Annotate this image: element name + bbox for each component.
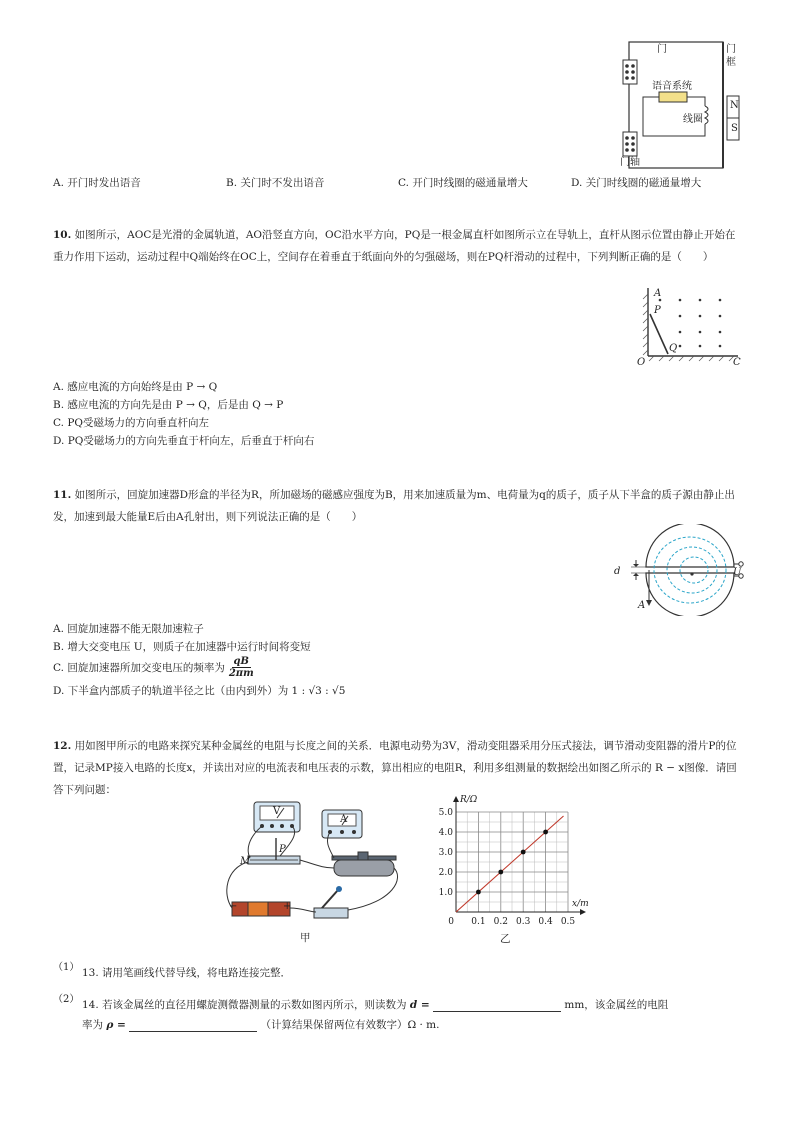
q12-sub1-marker: （1）	[53, 962, 80, 973]
y-tick-label: 3.0	[438, 848, 453, 858]
y-tick-label: 4.0	[438, 828, 453, 838]
voice-system-label: 语音系统	[652, 81, 692, 92]
x-tick-label: 0.4	[538, 917, 553, 927]
q12-sub2-rho-symbol: ρ =	[106, 1019, 126, 1031]
q12-number: 12.	[53, 740, 72, 752]
q9-option-c[interactable]: C. 开门时线圈的磁通量增大	[398, 177, 528, 189]
x-axis-label: x/m	[572, 899, 589, 909]
frequency-denominator: 2πm	[228, 668, 254, 679]
q11-option-a[interactable]: A. 回旋加速器不能无限加速粒子	[53, 623, 204, 635]
q10-option-b[interactable]: B. 感应电流的方向先是由 P → Q，后是由 Q → P	[53, 399, 284, 411]
fig-b-caption: 乙	[500, 933, 511, 945]
q11-option-d[interactable]: D. 下半盒内部质子的轨道半径之比（由内到外）为 1 : √3 : √5	[53, 685, 346, 697]
diameter-answer-blank[interactable]	[433, 999, 561, 1012]
y-tick-label: 5.0	[438, 808, 453, 818]
x-axis-arrow	[580, 909, 586, 915]
q11-option-c[interactable]	[53, 656, 254, 679]
q12-sub2-line2	[82, 1018, 439, 1032]
q10-number: 10.	[53, 229, 72, 241]
q10-stem	[53, 224, 743, 268]
fig-a-label-a: A	[340, 814, 348, 825]
fig-a-label-minus: −	[229, 901, 238, 912]
q12-stem	[53, 735, 743, 801]
x-tick-label: 0.3	[516, 917, 531, 927]
coil-label: 线圈	[683, 114, 703, 125]
q10-text: 如图所示，AOC是光滑的金属轨道，AO沿竖直方向，OC沿水平方向，PQ是一根金属直杆如图所示立在导轨上，直杆从图示位置由静止开始在重力作用下运动，运动过程中Q端始终在OC上，空间存在着垂直于纸面向外的匀强磁场，则在PQ杆滑动的过程中，下列判断正确的是（ ）	[53, 229, 736, 263]
data-point	[476, 890, 481, 895]
q9-option-a[interactable]: A. 开门时发出语音	[53, 177, 141, 189]
resistivity-answer-blank[interactable]	[129, 1019, 257, 1032]
q11-label-u: U	[733, 567, 742, 578]
q11-option-c-text: C. 回旋加速器所加交变电压的频率为	[53, 661, 225, 674]
q10-rail-figure	[632, 284, 744, 370]
x-tick-label: 0.1	[471, 917, 486, 927]
q10-option-d[interactable]: D. PQ受磁场力的方向先垂直于杆向左，后垂直于杆向右	[53, 435, 315, 447]
q10-label-o: O	[637, 357, 646, 368]
magnet-s-label: S	[731, 123, 738, 134]
y-axis-arrow	[453, 796, 459, 802]
fit-line	[456, 816, 564, 912]
q12-sub2-mm-text: mm，该金属丝的电阻	[564, 999, 669, 1011]
fig-a-label-v: V	[273, 806, 281, 817]
q10-option-c[interactable]: C. PQ受磁场力的方向垂直杆向左	[53, 417, 210, 429]
cyclotron-figure	[612, 524, 746, 616]
q11-label-d: d	[614, 566, 621, 577]
y-axis-label: R/Ω	[460, 795, 478, 805]
fig-a-label-p: P	[279, 844, 286, 855]
q12-sub2-marker: （2）	[53, 994, 80, 1005]
frequency-fraction	[229, 656, 254, 679]
q10-label-p: P	[654, 305, 661, 316]
q12-sub2-line1	[82, 998, 668, 1012]
q12-sub2-text-c: （计算结果保留两位有效数字）Ω · m.	[260, 1019, 440, 1031]
hinge-label: 门轴	[620, 157, 640, 168]
q11-label-a: A	[638, 600, 646, 611]
q12-sub2-d-symbol: d =	[409, 999, 430, 1011]
q10-label-c: C	[733, 357, 741, 368]
q12-text: 用如图甲所示的电路来探究某种金属丝的电阻与长度之间的关系．电源电动势为3V，滑动变阻器采用分压式接法，调节滑动变阻器的滑片P的位置，记录MP接入电路的长度x，并读出对应的电流表和电压表的示数，算出相应的电阻R，利用多组测量的数据绘出如图乙所示的 R − x图像．请回答下列问题：	[53, 740, 737, 796]
q11-stem	[53, 484, 743, 528]
fig-a-label-m: M	[240, 856, 251, 867]
fig-a-label-plus: +	[283, 901, 292, 912]
q10-label-a: A	[654, 288, 662, 299]
q12-sub2-text-a: 14. 若该金属丝的直径用螺旋测微器测量的示数如图丙所示，则读数为	[82, 999, 407, 1011]
fig-a-caption: 甲	[300, 932, 311, 944]
y-tick-label: 1.0	[438, 888, 453, 898]
x-tick-label: 0.2	[493, 917, 508, 927]
origin-label: 0	[448, 917, 454, 927]
q9-option-b[interactable]: B. 关门时不发出语音	[226, 177, 325, 189]
door-label: 门	[657, 44, 667, 55]
magnet-n-label: N	[730, 100, 739, 111]
data-point	[543, 830, 548, 835]
q12-sub2-text-b: 率为	[82, 1019, 103, 1031]
q11-option-b[interactable]: B. 增大交变电压 U，则质子在加速器中运行时间将变短	[53, 641, 311, 653]
q10-label-q: Q	[669, 343, 678, 354]
q9-option-d[interactable]: D. 关门时线圈的磁通量增大	[571, 177, 702, 189]
q11-text: 如图所示，回旋加速器D形盒的半径为R，所加磁场的磁感应强度为B，用来加速质量为m、电荷量为q的质子，质子从下半盒的质子源由静止出发，加速到最大能量E后由A孔射出，则下列说法正确的是（ ）	[53, 489, 735, 523]
q11-number: 11.	[53, 489, 72, 501]
y-tick-label: 2.0	[438, 868, 453, 878]
door-frame-label: 门框	[726, 44, 736, 68]
frequency-numerator: qB	[233, 656, 249, 667]
x-tick-label: 0.5	[560, 917, 576, 927]
r-x-chart	[430, 790, 590, 940]
q12-sub1-text: 13. 请用笔画线代替导线，将电路连接完整．	[82, 967, 292, 979]
data-point	[521, 850, 526, 855]
q10-option-a[interactable]: A. 感应电流的方向始终是由 P → Q	[53, 381, 218, 393]
data-point	[498, 870, 503, 875]
